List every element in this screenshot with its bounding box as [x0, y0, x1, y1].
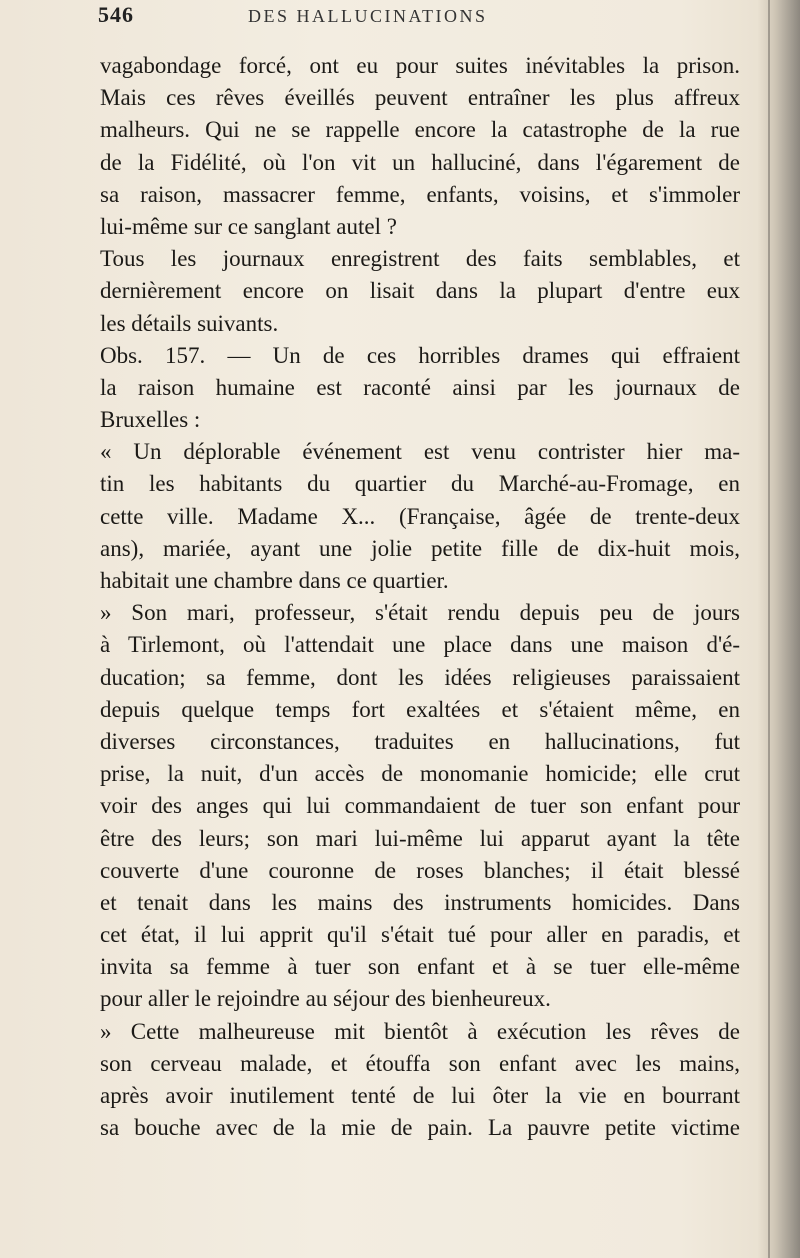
text-line: habitait une chambre dans ce quartier. — [100, 568, 449, 593]
page-gutter — [758, 0, 800, 1258]
page-number: 546 — [98, 2, 134, 27]
text-line: ans), mariée, ayant une jolie petite fille de dix-huit mois, — [100, 535, 740, 561]
text-line: voir des anges qui lui commandaient de tuer son enfant pour — [100, 793, 740, 819]
running-head-title: DES HALLUCINATIONS — [248, 6, 488, 26]
text-line: malheurs. Qui ne se rappelle encore la catastrophe de la rue — [100, 117, 740, 143]
text-line: son cerveau malade, et étouffa son enfant avec les mains, — [100, 1050, 740, 1076]
text-line: sa bouche avec de la mie de pain. La pauvre petite victime — [100, 1115, 740, 1141]
text-line: pour aller le rejoindre au séjour des bienheureux. — [100, 986, 551, 1012]
text-line: » Son mari, professeur, s'était rendu depuis peu de jours — [100, 600, 740, 626]
text-line: cet état, il lui apprit qu'il s'était tué pour aller en paradis, et — [100, 922, 740, 948]
text-line: Mais ces rêves éveillés peuvent entraîner les plus affreux — [100, 85, 740, 111]
text-line: » Cette malheureuse mit bientôt à exécution les rêves de — [100, 1018, 740, 1044]
text-line: invita sa femme à tuer son enfant et à se tuer elle-même — [100, 954, 740, 980]
text-line: tin les habitants du quartier du Marché-au-Fromage, en — [100, 471, 740, 497]
text-line: dernièrement encore on lisait dans la plupart d'entre eux — [100, 278, 740, 304]
text-line: couverte d'une couronne de roses blanches; il était blessé — [100, 857, 740, 883]
text-line: vagabondage forcé, ont eu pour suites inévitables la prison. — [100, 53, 740, 78]
text-line: être des leurs; son mari lui-même lui apparut ayant la tête — [100, 825, 740, 851]
text-line: Tous les journaux enregistrent des faits semblables, et — [100, 246, 740, 272]
text-line: et tenait dans les mains des instruments homicides. Dans — [100, 889, 740, 915]
text-line: de la Fidélité, où l'on vit un halluciné, dans l'égarement de — [100, 149, 740, 175]
text-line: à Tirlemont, où l'attendait une place dans une maison d'é- — [100, 632, 740, 658]
running-head — [0, 2, 760, 36]
text-line: lui-même sur ce sanglant autel ? — [100, 213, 397, 239]
text-line: « Un déplorable événement est venu contrister hier ma- — [100, 439, 740, 465]
text-line: sa raison, massacrer femme, enfants, voisins, et s'immoler — [100, 181, 740, 207]
text-line: ducation; sa femme, dont les idées religieuses paraissaient — [100, 664, 740, 690]
body-text — [100, 50, 740, 1144]
text-line: prise, la nuit, d'un accès de monomanie homicide; elle crut — [100, 761, 740, 787]
binding-edge — [768, 0, 770, 1258]
observation-heading-line: Obs. 157. — Un de ces horribles drames qui effraient — [100, 342, 740, 368]
text-line: après avoir inutilement tenté de lui ôter la vie en bourrant — [100, 1083, 740, 1108]
text-line: Bruxelles : — [100, 407, 201, 433]
text-line: la raison humaine est raconté ainsi par les journaux de — [100, 374, 740, 400]
text-line: diverses circonstances, traduites en hallucinations, fut — [100, 728, 740, 754]
text-line: cette ville. Madame X... (Française, âgée de trente-deux — [100, 503, 740, 529]
text-line: les détails suivants. — [100, 310, 279, 336]
text-line: depuis quelque temps fort exaltées et s'étaient même, en — [100, 696, 740, 722]
